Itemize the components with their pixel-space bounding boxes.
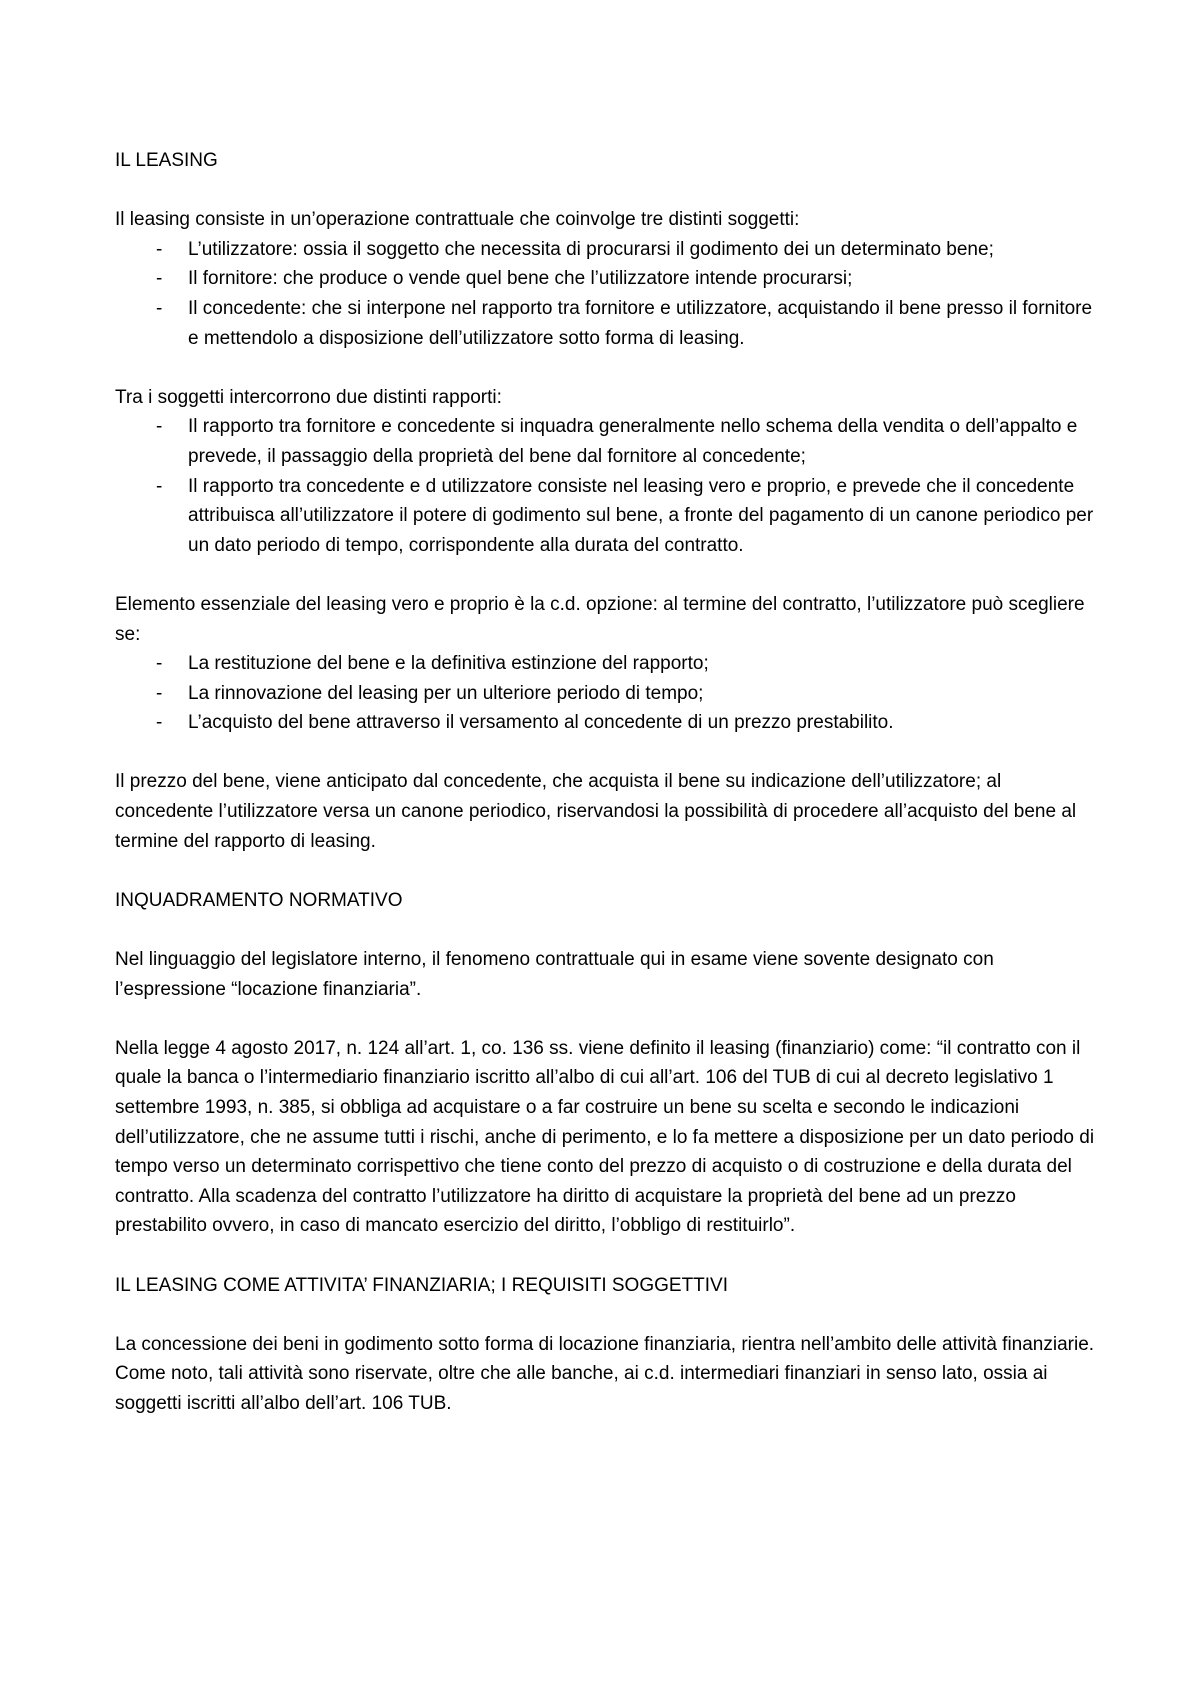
list-item — [115, 679, 1095, 709]
section1-list — [115, 235, 1095, 353]
section3-intro: Elemento essenziale del leasing vero e proprio è la c.d. opzione: al termine del contratto, l’utilizzatore può scegliere se: — [115, 593, 1085, 645]
list-item — [115, 472, 1095, 561]
list-marker: - — [156, 297, 163, 319]
spacer — [115, 353, 1095, 383]
list-item-text: L’acquisto del bene attraverso il versamento al concedente di un prezzo prestabilito. — [188, 712, 894, 734]
spacer — [115, 1004, 1095, 1034]
paragraph-linguaggio: Nel linguaggio del legislatore interno, il fenomeno contrattuale qui in esame viene sovente designato con l’espressione “locazione finanziaria”. — [115, 949, 994, 1000]
list-item-text: Il concedente: che si interpone nel rapporto tra fornitore e utilizzatore, acquistando il bene presso il fornitore e mettendolo a disposizione dell’utilizzatore sotto forma di leasing. — [188, 297, 1093, 349]
section2-intro: Tra i soggetti intercorrono due distinti rapporti: — [115, 386, 502, 408]
list-marker: - — [156, 416, 163, 438]
spacer — [115, 915, 1095, 945]
list-item-text: Il rapporto tra fornitore e concedente si inquadra generalmente nello schema della vendita o dell’appalto e prevede, il passaggio della proprietà del bene dal fornitore al concedente; — [188, 416, 1078, 467]
heading-inquadramento-normativo: INQUADRAMENTO NORMATIVO — [115, 889, 403, 911]
spacer — [115, 560, 1095, 590]
list-item — [115, 708, 1095, 738]
list-marker: - — [156, 238, 163, 260]
paragraph-concessione: La concessione dei beni in godimento sotto forma di locazione finanziaria, rientra nell’ambito delle attività finanziarie. — [115, 1333, 1095, 1355]
list-item — [115, 235, 1095, 265]
list-item — [115, 412, 1095, 471]
paragraph-legge: Nella legge 4 agosto 2017, n. 124 all’art. 1, co. 136 ss. viene definito il leasing (finanziario) come: “il contratto con il quale la banca o l’intermediario finanziario iscritto all’albo di cui all’art. 106 del TUB di cui al decreto legislativo 1 settembre 1993, n. 385, si obbliga ad acquistare o a far costruire un bene su scelta e secondo le indicazioni dell’utilizzatore, che ne assume tutti i rischi, anche di perimento, e lo fa mettere a disposizione per un dato periodo di tempo verso un determinato corrispettivo che tiene conto del prezzo di acquisto o di costruzione e della durata del contratto. Alla scadenza del contratto l’utilizzatore ha diritto di acquistare la proprietà del bene ad un prezzo prestabilito ovvero, in caso di mancato esercizio del diritto, l’obbligo di restituirlo”. — [115, 1037, 1095, 1237]
list-marker: - — [156, 653, 163, 675]
section1-intro: Il leasing consiste in un’operazione contrattuale che coinvolge tre distinti soggetti: — [115, 209, 800, 231]
document-body — [115, 146, 1095, 1419]
paragraph-prezzo: Il prezzo del bene, viene anticipato dal concedente, che acquista il bene su indicazione dell’utilizzatore; al concedente l’utilizzatore versa un canone periodico, riservandosi la possibilità di procedere all’acquisto del bene al termine del rapporto di leasing. — [115, 771, 1077, 852]
section2-list — [115, 412, 1095, 560]
list-item-text: La rinnovazione del leasing per un ulteriore periodo di tempo; — [188, 682, 704, 704]
list-marker: - — [156, 712, 163, 734]
spacer — [115, 1241, 1095, 1271]
section3-list — [115, 649, 1095, 738]
list-item-text: Il rapporto tra concedente e d utilizzatore consiste nel leasing vero e proprio, e prevede che il concedente attribuisca all’utilizzatore il potere di godimento sul bene, a fronte del pagamento di un canone periodico per un dato periodo di tempo, corrispondente alla durata del contratto. — [188, 475, 1094, 556]
list-marker: - — [156, 268, 163, 290]
spacer — [115, 1300, 1095, 1330]
list-item-text: La restituzione del bene e la definitiva estinzione del rapporto; — [188, 653, 709, 675]
list-item-text: L’utilizzatore: ossia il soggetto che necessita di procurarsi il godimento dei un determinato bene; — [188, 238, 994, 260]
list-item-text: Il fornitore: che produce o vende quel bene che l’utilizzatore intende procurarsi; — [188, 268, 853, 290]
list-marker: - — [156, 475, 163, 497]
spacer — [115, 738, 1095, 768]
list-item — [115, 264, 1095, 294]
list-item — [115, 294, 1095, 353]
spacer — [115, 176, 1095, 206]
heading-attivita-finanziaria: IL LEASING COME ATTIVITA’ FINANZIARIA; I REQUISITI SOGGETTIVI — [115, 1274, 729, 1296]
list-item — [115, 649, 1095, 679]
document-title: IL LEASING — [115, 150, 218, 171]
spacer — [115, 856, 1095, 886]
paragraph-come-noto: Come noto, tali attività sono riservate, oltre che alle banche, ai c.d. intermediari finanziari in senso lato, ossia ai soggetti iscritti all’albo dell’art. 106 TUB. — [115, 1363, 1048, 1414]
list-marker: - — [156, 682, 163, 704]
